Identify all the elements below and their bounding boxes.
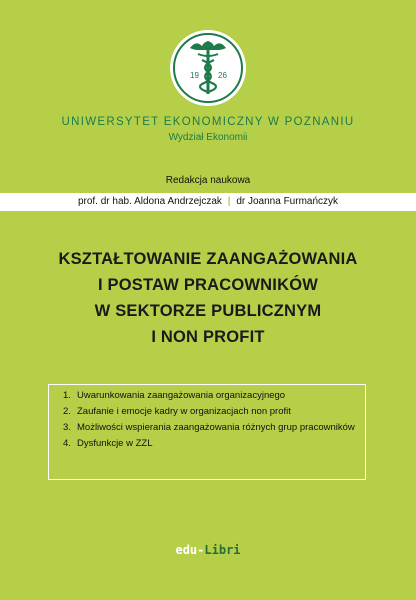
contents-item-text: Zaufanie i emocje kadry w organizacjach non profit [77, 406, 291, 417]
contents-item-text: Możliwości wspierania zaangażowania różnych grup pracowników [77, 422, 355, 433]
contents-item [63, 390, 355, 402]
publisher-logo [0, 543, 416, 557]
university-name: UNIWERSYTET EKONOMICZNY W POZNANIU [61, 116, 355, 128]
contents-box [48, 384, 366, 480]
title-line: I NON PROFIT [151, 328, 265, 346]
logo-year-right: 26 [218, 71, 227, 80]
contents-item-number: 4. [63, 438, 71, 449]
title-line: W SEKTORZE PUBLICZNYM [94, 302, 322, 320]
editors-band [0, 193, 416, 211]
contents-item-text: Uwarunkowania zaangażowania organizacyjnego [77, 390, 286, 401]
contents-item-text: Dysfunkcje w ZZL [77, 438, 153, 449]
title-line: KSZTAŁTOWANIE ZAANGAŻOWANIA [58, 250, 358, 268]
book-title [0, 246, 416, 350]
contents-item-number: 1. [63, 390, 71, 401]
editor-name: prof. dr hab. Aldona Andrzejczak [77, 196, 222, 207]
publisher-part-2: Libri [204, 543, 241, 557]
contents-item-number: 3. [63, 422, 71, 433]
contents-item-number: 2. [63, 406, 71, 417]
editor-name: dr Joanna Furmańczyk [236, 196, 339, 207]
logo-year-left: 19 [190, 71, 199, 80]
contents-item [63, 406, 355, 418]
contents-item [63, 438, 355, 450]
faculty-name: Wydział Ekonomii [168, 132, 248, 143]
contents-item [63, 422, 355, 434]
publisher-part-1: edu- [175, 543, 205, 557]
university-logo [168, 28, 248, 108]
title-line: I POSTAW PRACOWNIKÓW [97, 276, 318, 294]
editors-label: Redakcja naukowa [165, 175, 251, 186]
editors-separator: | [227, 196, 231, 207]
